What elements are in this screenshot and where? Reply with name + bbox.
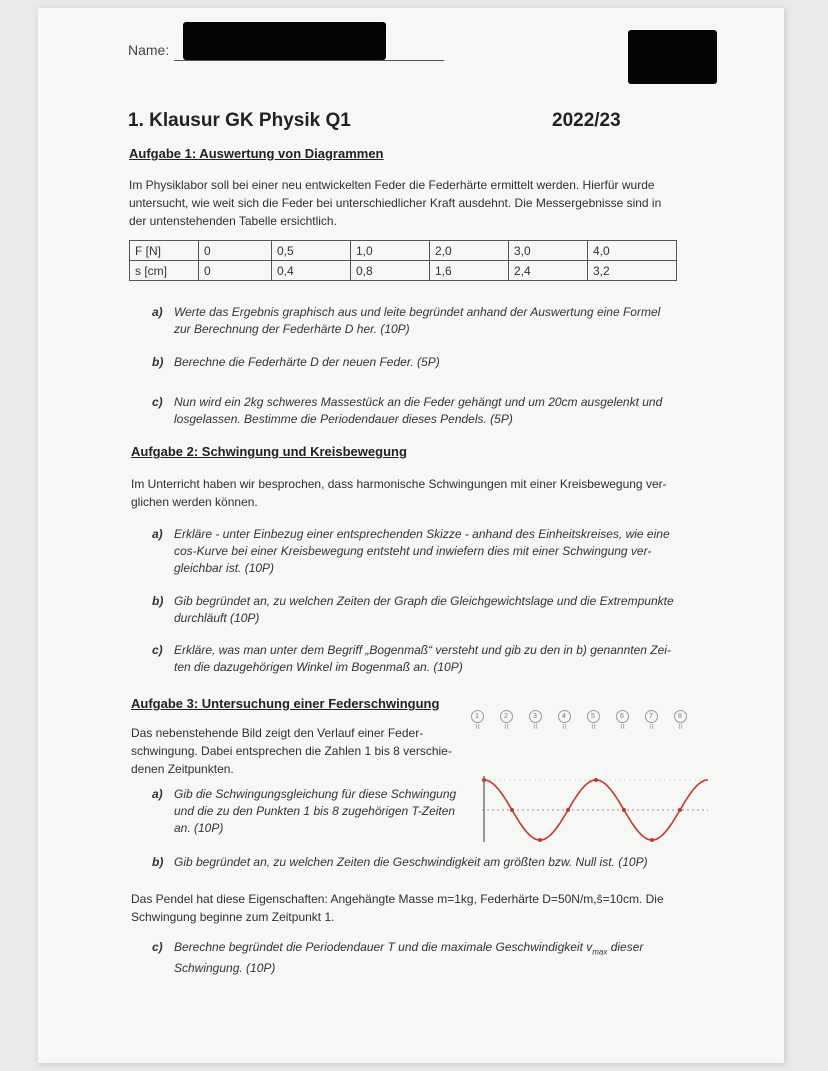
task3-intro-line: denen Zeitpunkten.: [131, 762, 234, 776]
item-label: b): [152, 355, 164, 369]
wave-point: [622, 808, 626, 812]
item-label: a): [152, 305, 163, 319]
spring-icon: ⌇⌇: [503, 724, 509, 731]
item-line: Erkläre - unter Einbezug einer entsprechenden Skizze - anhand des Einheitskreises, wie eine: [174, 527, 670, 541]
table-row-force: [130, 241, 677, 261]
task2-heading: Aufgabe 2: Schwingung und Kreisbewegung: [131, 444, 407, 459]
oscillator-position: [586, 710, 600, 738]
position-number: 8: [674, 710, 687, 723]
item-line-text: Berechne begründet die Periodendauer T und die maximale Geschwindigkeit v: [174, 940, 593, 954]
oscillator-position: [528, 710, 542, 738]
task3-intro: [131, 724, 461, 778]
item-label: c): [152, 940, 163, 954]
item-label: b): [152, 594, 164, 608]
item-line: Gib begründet an, zu welchen Zeiten die Geschwindigkeit am größten bzw. Null ist. (10P): [174, 855, 648, 869]
spring-icon: ⌇⌇: [590, 724, 596, 731]
spring-icon: ⌇⌇: [648, 724, 654, 731]
item-line: Gib die Schwingungsgleichung für diese Schwingung: [174, 787, 457, 801]
subscript-max: max: [592, 947, 608, 957]
task1-intro: [129, 176, 689, 230]
task3-item-a: [152, 786, 472, 842]
oscillator-position: [470, 710, 484, 738]
properties-line: Das Pendel hat diese Eigenschaften: Angehängte Masse m=1kg, Federhärte D=50N/m,ŝ=10cm. Die: [131, 892, 664, 906]
task2-item-c: [152, 642, 712, 682]
item-line: zur Berechnung der Federhärte D her. (10P): [174, 322, 410, 336]
task1-intro-line: untersucht, wie weit sich die Feder bei unterschiedlicher Kraft ausdehnt. Die Messergebnisse sind in: [129, 196, 662, 210]
item-line: an. (10P): [174, 821, 224, 835]
item-line: und die zu den Punkten 1 bis 8 zugehörigen T-Zeiten: [174, 804, 456, 818]
item-label: c): [152, 395, 163, 409]
task3-intro-line: Das nebenstehende Bild zeigt den Verlauf einer Feder-: [131, 726, 424, 740]
wave-point: [566, 808, 570, 812]
item-line: losgelassen. Bestimme die Periodendauer dieses Pendels. (5P): [174, 412, 513, 426]
position-number: 7: [645, 710, 658, 723]
item-line: durchläuft (10P): [174, 611, 260, 625]
position-number: 4: [558, 710, 571, 723]
position-number: 3: [529, 710, 542, 723]
item-line: Erkläre, was man unter dem Begriff „Bogenmaß“ versteht und gib zu den in b) genannten Zei-: [174, 643, 671, 657]
wave-point: [538, 838, 542, 842]
oscillator-position: [557, 710, 571, 738]
wave-point: [650, 838, 654, 842]
table-cell: 4,0: [588, 241, 677, 261]
task2-intro-line: glichen werden können.: [131, 495, 258, 509]
task1-intro-line: der untenstehenden Tabelle ersichtlich.: [129, 214, 337, 228]
task1-item-c: [152, 394, 712, 434]
oscillator-position: [615, 710, 629, 738]
wave-point: [510, 808, 514, 812]
item-line: [174, 939, 643, 960]
school-year: 2022/23: [552, 110, 621, 131]
properties-line: Schwingung beginne zum Zeitpunkt 1.: [131, 910, 335, 924]
item-line: Werte das Ergebnis graphisch aus und leite begründet anhand der Auswertung eine Formel: [174, 305, 661, 319]
spring-icon: ⌇⌇: [474, 724, 480, 731]
spring-icon: ⌇⌇: [619, 724, 625, 731]
redacted-score-box: [628, 30, 717, 84]
name-line: [174, 60, 444, 61]
item-line: gleichbar ist. (10P): [174, 561, 275, 575]
item-line: Gib begründet an, zu welchen Zeiten der Graph die Gleichgewichtslage und die Extrempunkte: [174, 594, 674, 608]
item-line: ten die dazugehörigen Winkel im Bogenmaß an. (10P): [174, 660, 463, 674]
oscillation-graph: [476, 772, 716, 844]
measurement-table: [129, 240, 677, 281]
item-line: Schwingung. (10P): [174, 961, 276, 976]
item-line-suffix: dieser: [607, 940, 644, 954]
redacted-name-box: [183, 22, 386, 60]
name-label: Name:: [128, 42, 170, 58]
task2-intro: [131, 475, 691, 511]
wave-point: [594, 778, 598, 782]
item-label: c): [152, 643, 163, 657]
task1-heading: Aufgabe 1: Auswertung von Diagrammen: [129, 146, 384, 161]
item-line: Berechne die Federhärte D der neuen Feder. (5P): [174, 355, 440, 369]
wave-point: [482, 778, 486, 782]
task1-item-b: [152, 354, 712, 374]
position-number: 1: [471, 710, 484, 723]
table-cell: 2,4: [509, 261, 588, 281]
item-label: a): [152, 787, 163, 801]
table-cell: 0,4: [272, 261, 351, 281]
table-cell: 0: [199, 261, 272, 281]
table-cell: 0,5: [272, 241, 351, 261]
task2-intro-line: Im Unterricht haben wir besprochen, dass harmonische Schwingungen mit einer Kreisbewegung ver-: [131, 477, 667, 491]
item-label: a): [152, 527, 163, 541]
table-cell: 3,2: [588, 261, 677, 281]
task1-intro-line: Im Physiklabor soll bei einer neu entwickelten Feder die Federhärte ermittelt werden. Hierfür wurde: [129, 178, 655, 192]
exam-sheet: [38, 8, 784, 1063]
oscillator-position: [644, 710, 658, 738]
task3-heading: Aufgabe 3: Untersuchung einer Federschwingung: [131, 696, 440, 711]
oscillator-position: [673, 710, 687, 738]
task3-item-c: [152, 939, 732, 979]
task2-item-a: [152, 526, 712, 582]
exam-title: 1. Klausur GK Physik Q1: [128, 110, 351, 131]
item-line: Nun wird ein 2kg schweres Massestück an die Feder gehängt und um 20cm ausgelenkt und: [174, 395, 663, 409]
table-cell: 3,0: [509, 241, 588, 261]
position-number: 2: [500, 710, 513, 723]
task1-item-a: [152, 304, 712, 344]
spring-icon: ⌇⌇: [677, 724, 683, 731]
table-cell: s [cm]: [130, 261, 199, 281]
task3-item-b: [152, 854, 732, 874]
table-cell: F [N]: [130, 241, 199, 261]
table-cell: 0,8: [351, 261, 430, 281]
pendulum-properties: [131, 890, 731, 926]
task3-intro-line: schwingung. Dabei entsprechen die Zahlen 1 bis 8 verschie-: [131, 744, 452, 758]
table-cell: 1,6: [430, 261, 509, 281]
oscillator-figure: [470, 710, 700, 740]
oscillator-position: [499, 710, 513, 738]
item-label: b): [152, 855, 164, 869]
task2-item-b: [152, 593, 712, 633]
position-number: 5: [587, 710, 600, 723]
table-cell: 1,0: [351, 241, 430, 261]
spring-icon: ⌇⌇: [561, 724, 567, 731]
spring-icon: ⌇⌇: [532, 724, 538, 731]
position-number: 6: [616, 710, 629, 723]
table-cell: 2,0: [430, 241, 509, 261]
wave-point: [678, 808, 682, 812]
table-cell: 0: [199, 241, 272, 261]
table-row-distance: [130, 261, 677, 281]
item-line: cos-Kurve bei einer Kreisbewegung entsteht und inwiefern dies mit einer Schwingung ver-: [174, 544, 652, 558]
